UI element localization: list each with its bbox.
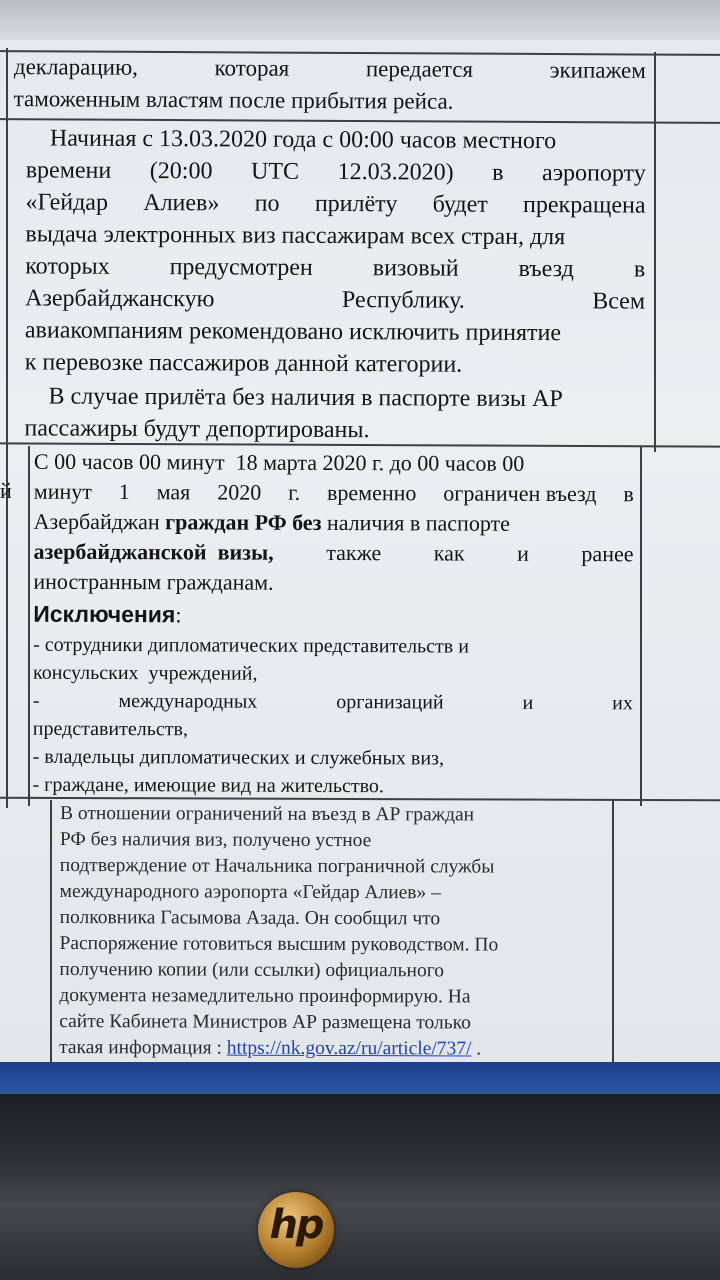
text-line: авиакомпаниям рекомендовано исключить принятие <box>24 317 562 347</box>
table-row-confirmation <box>59 801 620 1060</box>
text-line: такая информация : https://nk.gov.az/ru/article/737/ . <box>59 1037 482 1060</box>
text-line: Азербайджан граждан РФ без наличия в паспорте <box>33 508 511 536</box>
text-line: Распоряжение готовиться высшим руководством. По <box>59 933 499 956</box>
text-line: времени (20:00 UTC 12.03.2020) в аэропорту <box>25 157 646 187</box>
table-border-inner <box>50 800 52 1062</box>
text-line: минут 1 мая 2020 г. временно ограничен въезд в <box>33 478 634 507</box>
text-line: таможенным властям после прибытия рейса. <box>13 86 454 114</box>
bold-text: граждан РФ без <box>165 509 322 535</box>
table-border-left <box>6 48 8 808</box>
text-line: В случае прилёта без наличия в паспорте визы АР <box>24 383 563 413</box>
table-border-middle <box>654 52 656 452</box>
text-line: сайте Кабинета Министров АР размещена только <box>59 1011 471 1034</box>
text-line: к перевозке пассажиров данной категории. <box>24 349 463 378</box>
text-line: декларацию, которая передается экипажем <box>13 54 646 83</box>
clipped-letter: й <box>0 478 12 503</box>
list-item: представительств, <box>32 717 188 741</box>
text-line: С 00 часов 00 минут 18 марта 2020 г. до 00 часов 00 <box>33 448 525 476</box>
article-link[interactable]: https://nk.gov.az/ru/article/737/ <box>226 1037 472 1060</box>
text-line: Начиная с 13.03.2020 года с 00:00 часов местного <box>25 125 557 155</box>
exceptions-heading: Исключения: <box>33 600 182 628</box>
text-line: «Гейдар Алиев» по прилёту будет прекращена <box>25 189 646 219</box>
list-item: консульских учреждений, <box>32 661 258 685</box>
list-item: - владельцы дипломатических и служебных виз, <box>32 745 445 770</box>
list-item: - граждане, имеющие вид на жительство. <box>32 773 384 798</box>
bold-text: азербайджанской визы, <box>33 538 274 565</box>
table-border-middle <box>640 446 642 806</box>
text-line: документа незамедлительно проинформирую. На <box>59 985 471 1008</box>
text-line: которых предусмотрен визовый въезд в <box>25 253 646 283</box>
hp-logo: hp <box>258 1192 334 1268</box>
list-item: - международных организаций и их <box>32 689 633 715</box>
taskbar <box>0 1062 720 1094</box>
text-line: пассажиры будут депортированы. <box>24 415 370 444</box>
table-border-inner <box>28 446 30 806</box>
text-line: РФ без наличия виз, получено устное <box>59 829 372 852</box>
list-item: - сотрудники дипломатических представительств и <box>33 633 470 658</box>
text-line: подтверждение от Начальника пограничной службы <box>59 855 495 878</box>
text-line: получению копии (или ссылки) официального <box>59 959 445 982</box>
text-line: азербайджанской визы, также как и ранее <box>33 538 634 567</box>
text-line: полковника Гасымова Азада. Он сообщил что <box>59 907 441 930</box>
text-line: иностранным гражданам. <box>33 568 274 595</box>
text-line: выдача электронных виз пассажирам всех стран, для <box>25 221 566 251</box>
text-line: международного аэропорта «Гейдар Алиев» – <box>59 881 441 904</box>
text-line: В отношении ограничений на въезд в АР граждан <box>59 803 475 826</box>
text-line: Азербайджанскую Республику. Всем <box>25 285 646 315</box>
monitor-bezel <box>0 1094 720 1280</box>
